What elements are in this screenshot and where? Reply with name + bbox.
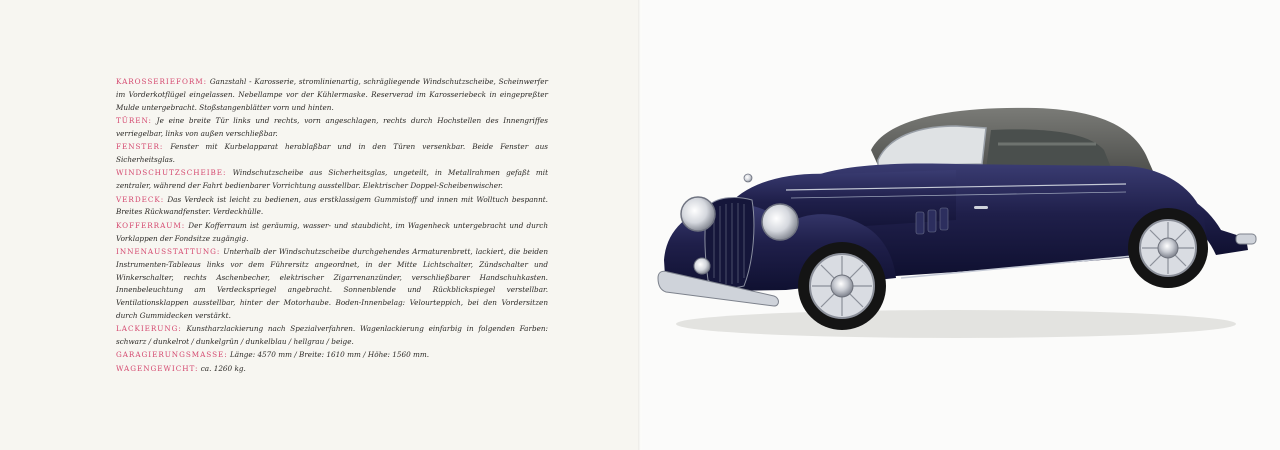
spec-label: KAROSSERIEFORM: [116, 77, 208, 86]
spec-text: Der Kofferraum ist geräumig, wasser- und staubdicht, im Wagenheck untergebracht und durch Vorklappen der Fondsitze zugängig. [116, 220, 548, 243]
spec-text: Unterhalb der Windschutzscheibe durchgehendes Armaturenbrett, lackiert, die beiden Instrumenten-Tableaus links vor dem Führersitz angeordnet, in der Mitte Lichtschalter, Zündschalter und Winkerschalter, rechts Aschenbecher, elektrischer Zigarrenanzünder, verschließbarer Handschuhkasten. Innenbeleuchtung am Verdeckspriegel angebracht. Sonnenblende und Rückblickspiegel verstellbar. Ventilationsklappen ausstellbar, hinter der Motorhaube. Boden-Innenbelag: Velourteppich, bei den Vordersitzen durch Gummidecken verstärkt. [116, 246, 548, 320]
spec-innenausstattung [116, 246, 548, 323]
spec-text: Das Verdeck ist leicht zu bedienen, aus erstklassigem Gummistoff und innen mit Wolltuch bespannt. Breites Rückwandfenster. Verdeckhülle. [116, 194, 548, 217]
spec-text: Länge: 4570 mm / Breite: 1610 mm / Höhe: 1560 mm. [229, 350, 430, 360]
ground-shadow [676, 310, 1236, 338]
spec-tueren [116, 115, 548, 141]
spec-label: FENSTER: [116, 142, 164, 152]
convertible-car-illustration [656, 100, 1260, 350]
spec-karosserieform [116, 76, 548, 114]
spec-text: Kunstharzlackierung nach Spezialverfahren. Wagenlackierung einfarbig in folgenden Farben: schwarz / dunkelrot / dunkelgrün / dunkelblau / hellgrau / beige. [116, 324, 548, 347]
front-wheel [798, 242, 886, 330]
spec-lackierung [116, 323, 548, 349]
spec-text: Windschutzscheibe aus Sicherheitsglas, ungeteilt, in Metallrahmen gefaßt mit zentraler, während der Fahrt bedienbarer Vorrichtung ausstellbar. Elektrischer Doppel-Scheibenwischer. [116, 168, 548, 191]
spec-text: Ganzstahl - Karosserie, stromlinienartig, schrägliegende Windschutzscheibe, Scheinwerfer im Vorderkotflügel eingelassen. Nebellampe vor der Kühlermaske. Reserverad im Karosseriebeck in eingepreßter Mulde untergebracht. Stoßstangenblätter vorn und hinten. [116, 77, 548, 112]
specification-text [116, 76, 548, 376]
spec-text: Fenster mit Kurbelapparat herablaßbar und in den Türen versenkbar. Beide Fenster aus Sicherheitsglas. [116, 142, 548, 164]
rear-wheel [1128, 208, 1208, 288]
car-illustration [656, 100, 1260, 350]
fog-lamp [694, 258, 710, 274]
spec-windschutzscheibe [116, 167, 548, 193]
spec-fenster [116, 141, 548, 167]
hood-vents [916, 208, 948, 234]
spec-label: TÜREN: [116, 115, 152, 125]
right-headlight [762, 204, 798, 240]
rear-bumper [1236, 234, 1256, 244]
spec-label: GARAGIERUNGSMASSE: [116, 350, 228, 360]
spec-label: WAGENGEWICHT: [116, 363, 199, 373]
spec-verdeck [116, 194, 548, 220]
spec-label: KOFFERRAUM: [116, 220, 186, 230]
spec-text: ca. 1260 kg. [200, 363, 246, 373]
door-handle [974, 206, 988, 209]
spec-label: WINDSCHUTZSCHEIBE: [116, 168, 227, 178]
spec-garagierungsmasse [116, 349, 548, 362]
spec-label: LACKIERUNG: [116, 324, 182, 334]
spec-kofferraum [116, 220, 548, 246]
spec-text: Je eine breite Tür links und rechts, vorn angeschlagen, rechts durch Hochstellen des Innengriffes verriegelbar, links von außen verschließbar. [116, 115, 548, 138]
spec-label: INNENAUSSTATTUNG: [116, 246, 221, 256]
spec-label: VERDECK: [116, 194, 165, 204]
hood-mascot [744, 174, 752, 182]
spec-wagengewicht [116, 363, 548, 376]
left-headlight [681, 197, 715, 231]
